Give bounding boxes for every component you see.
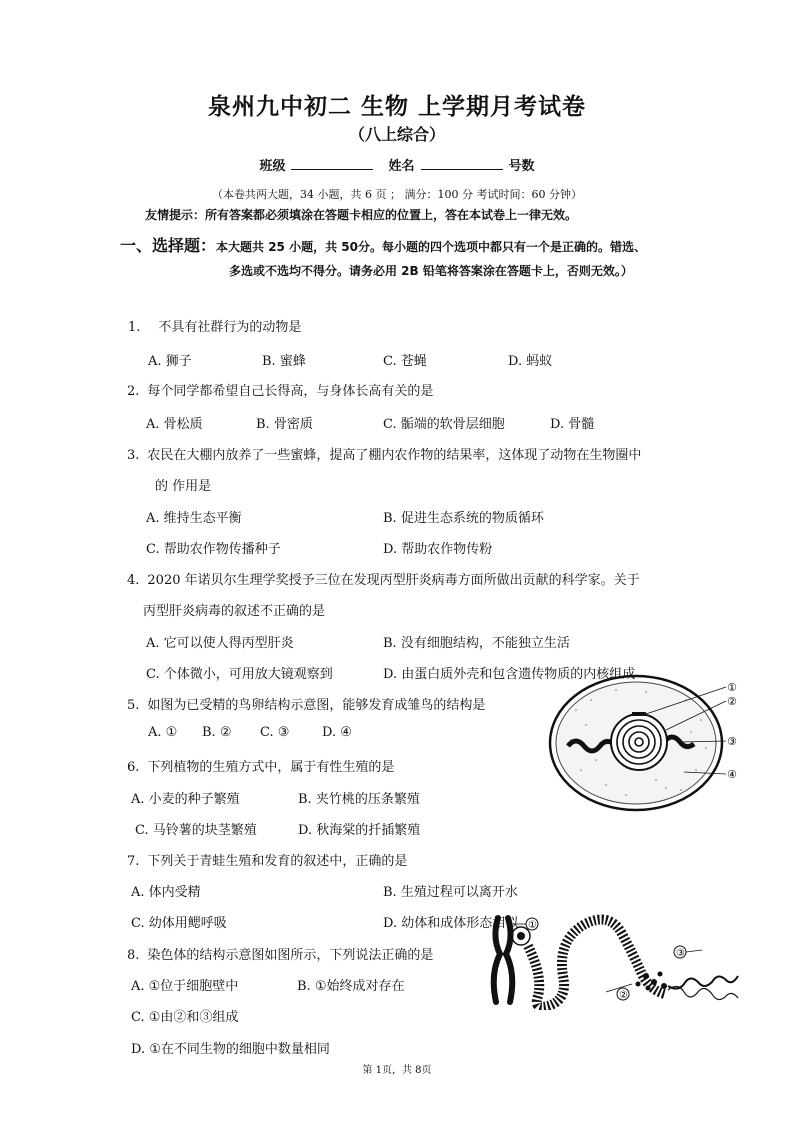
question-stem: 染色体的结构示意图如图所示，下列说法正确的是	[147, 948, 434, 963]
option: D. ①在不同生物的细胞中数量相同	[131, 1042, 330, 1057]
chromosome-x-shape	[494, 918, 513, 1002]
option: D. 骨髓	[550, 417, 595, 432]
chromosome-diagram	[478, 910, 746, 1010]
section-heading	[120, 233, 646, 256]
option: C. 帮助农作物传播种子	[146, 542, 281, 557]
option: A. 骨松质	[146, 417, 203, 432]
exam-info: （本卷共两大题，34 小题，共 6 页 ； 满分：100 分 考试时间：60 分钟）	[212, 188, 582, 201]
page-footer: 第 1页，共 8页	[362, 1065, 432, 1076]
option: A. ①位于细胞壁中	[131, 979, 239, 994]
question-number: 1.	[128, 320, 141, 335]
question-7	[127, 850, 407, 869]
question-stem: 2020 年诺贝尔生理学奖授予三位在发现丙型肝炎病毒方面所做出贡献的科学家。关于	[147, 573, 640, 588]
number-label: 号数	[508, 159, 535, 174]
class-label: 班级	[259, 159, 286, 174]
option: A. 狮子	[148, 354, 192, 369]
option: D. 幼体和成体形态相似	[383, 916, 519, 931]
option: C. 苍蝇	[383, 354, 427, 369]
question-5	[127, 694, 485, 713]
question-8	[127, 944, 433, 963]
exam-subtitle: （八上综合）	[348, 125, 445, 144]
option: A. 它可以使人得丙型肝炎	[146, 636, 294, 651]
question-stem: 下列植物的生殖方式中，属于有性生殖的是	[147, 760, 395, 775]
option: D. 帮助农作物传粉	[383, 542, 493, 557]
chromatin-coil	[528, 920, 665, 1007]
question-stem-continued: 的 作用是	[155, 479, 212, 494]
option: B. 没有细胞结构，不能独立生活	[383, 636, 570, 651]
option: C. 骺端的软骨层细胞	[383, 417, 505, 432]
egg-label-2: ②	[727, 695, 737, 708]
bird-egg-diagram	[546, 670, 746, 815]
egg-label-1: ①	[727, 681, 737, 694]
option: B. 骨密质	[256, 417, 313, 432]
question-number: 3.	[127, 448, 140, 463]
egg-label-4: ④	[727, 768, 737, 781]
chromosome-pointer-dot	[517, 932, 525, 940]
option: D. ④	[322, 725, 352, 740]
option: B. 蜜蜂	[262, 354, 306, 369]
option: B. ①始终成对存在	[297, 979, 405, 994]
option: A. 体内受精	[131, 885, 201, 900]
question-number: 5.	[127, 698, 140, 713]
leader-line	[686, 950, 702, 952]
option: C. 个体微小，可用放大镜观察到	[146, 667, 333, 682]
question-stem: 下列关于青蛙生殖和发育的叙述中，正确的是	[147, 854, 408, 869]
exam-title: 泉州九中初二 生物 上学期月考试卷	[207, 94, 586, 120]
question-number: 8.	[127, 948, 140, 963]
option: D. 蚂蚁	[508, 354, 553, 369]
question-stem: 每个同学都希望自己长得高，与身体长高有关的是	[147, 384, 434, 399]
question-stem: 不具有社群行为的动物是	[158, 320, 302, 335]
question-number: 6.	[127, 760, 140, 775]
question-4	[127, 569, 640, 588]
section-text-1: 本大题共 25 小题，共 50分。每小题的四个选项中都只有一个是正确的。错选、	[216, 240, 646, 254]
egg-label-3: ③	[727, 735, 737, 748]
student-info-fields	[0, 155, 794, 174]
option: D. 由蛋白质外壳和包含遗传物质的内核组成	[383, 667, 636, 682]
class-blank	[291, 157, 373, 170]
question-2	[127, 380, 433, 399]
option: A. ①	[148, 725, 178, 740]
name-blank	[421, 157, 503, 170]
yolk-outer	[611, 714, 667, 770]
section-text-2: 多选或不选均不得分。请务必用 2B 铅笔将答案涂在答题卡上，否则无效。）	[229, 264, 633, 278]
option: A. 维持生态平衡	[146, 511, 242, 526]
option: A. 小麦的种子繁殖	[131, 792, 240, 807]
option: B. 夹竹桃的压条繁殖	[298, 792, 420, 807]
germinal-disc	[632, 712, 646, 716]
option: B. 促进生态系统的物质循环	[383, 511, 544, 526]
question-number: 7.	[127, 854, 140, 869]
question-3	[127, 444, 641, 463]
option: C. 幼体用鳃呼吸	[131, 916, 227, 931]
section-title: 一、选择题：	[120, 236, 217, 255]
chromo-label-1: ①	[528, 920, 537, 931]
option: C. ①由②和③组成	[131, 1010, 239, 1025]
option: C. ③	[260, 725, 290, 740]
histone-beads	[636, 972, 668, 991]
option: D. 秋海棠的扦插繁殖	[298, 823, 421, 838]
option: B. 生殖过程可以离开水	[383, 885, 518, 900]
chromo-label-2: ②	[619, 990, 628, 1001]
chromo-label-3: ③	[676, 948, 685, 959]
option: B. ②	[202, 725, 232, 740]
question-stem-continued: 丙型肝炎病毒的叙述不正确的是	[143, 604, 326, 619]
name-label: 姓名	[388, 159, 415, 174]
option: C. 马铃薯的块茎繁殖	[135, 823, 257, 838]
question-6	[127, 756, 394, 775]
question-number: 2.	[127, 384, 140, 399]
question-number: 4.	[127, 573, 140, 588]
question-stem: 农民在大棚内放养了一些蜜蜂，提高了棚内农作物的结果率，这体现了动物在生物圈中	[147, 448, 642, 463]
exam-notice: 友情提示：所有答案都必须填涂在答题卡相应的位置上，答在本试卷上一律无效。	[145, 208, 578, 222]
question-1	[128, 316, 301, 335]
question-stem: 如图为已受精的鸟卵结构示意图，能够发育成雏鸟的结构是	[147, 698, 486, 713]
